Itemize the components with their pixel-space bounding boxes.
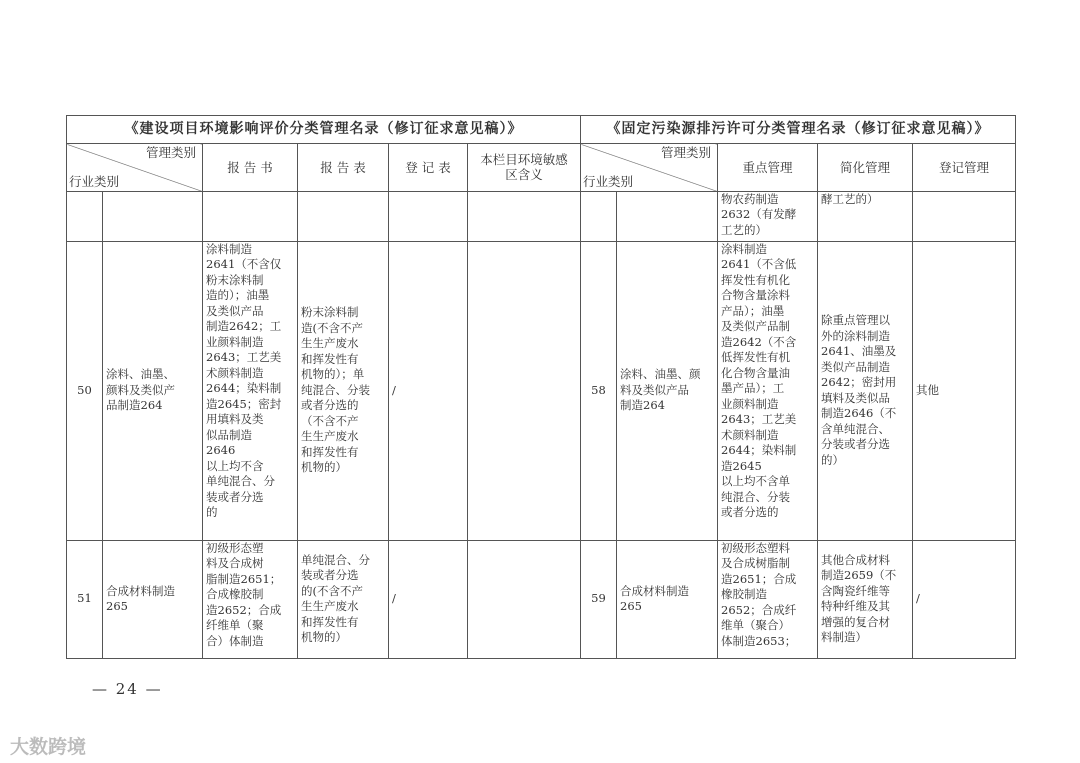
header-report-book: 报 告 书 [203,144,298,192]
key-mgmt-cell: 物农药制造 2632（有发酵 工艺的） [718,191,818,241]
header-key-mgmt: 重点管理 [718,144,818,192]
register-mgmt-cell: 其他 [913,241,1016,540]
table-row [67,540,1016,658]
industry-cell: 涂料、油墨、颜 料及类似产品 制造264 [617,241,718,540]
industry-cell: 涂料、油墨、 颜料及类似产 品制造264 [103,241,203,540]
report-book-cell: 初级形态塑 料及合成树 脂制造2651； 合成橡胶制 造2652；合成 纤维单（聚 合）体制造 [203,540,298,658]
page-number: — 24 — [92,680,163,698]
comparison-table [66,115,1016,659]
table-row [67,241,1016,540]
simple-mgmt-cell: 酵工艺的） [818,191,913,241]
simple-mgmt-cell: 其他合成材料 制造2659（不 含陶瓷纤维等 特种纤维及其 增强的复合材 料制造） [818,540,913,658]
register-mgmt-cell: / [913,540,1016,658]
header-sensitive-area: 本栏目环境敏感 区含义 [468,144,581,192]
key-mgmt-cell: 初级形态塑料 及合成树脂制 造2651；合成 橡胶制造 2652；合成纤 维单（聚合） 体制造2653； [718,540,818,658]
watermark-logo: 大数跨境 [10,736,87,758]
right-table-title: 《固定污染源排污许可分类管理名录（修订征求意见稿）》 [581,116,1016,144]
left-table-title: 《建设项目环境影响评价分类管理名录（修订征求意见稿）》 [67,116,581,144]
industry-cell: 合成材料制造 265 [617,540,718,658]
row-number: 51 [67,540,103,658]
register-form-cell: / [389,241,468,540]
header-report-form: 报 告 表 [298,144,389,192]
left-diagonal-header [67,144,203,192]
register-form-cell: / [389,540,468,658]
row-number: 50 [67,241,103,540]
mgmt-category-label: 管理类别 [660,145,711,160]
mgmt-category-label: 管理类别 [145,145,196,160]
row-number: 58 [581,241,617,540]
report-form-cell: 粉末涂料制 造(不含不产 生生产废水 和挥发性有 机物的）；单 纯混合、分装 或者分选的 （不含不产 生生产废水 和挥发性有 机物的） [298,241,389,540]
report-book-cell: 涂料制造 2641（不含仅 粉末涂料制 造的）；油墨 及类似产品 制造2642；工 业颜料制造 2643；工艺美 术颜料制造 2644；染料制 造2645；密封 用填料及类 似品制造 2646 以上均不含 单纯混合、分 装或者分选 的 [203,241,298,540]
row-number: 59 [581,540,617,658]
report-form-cell: 单纯混合、分 装或者分选 的(不含不产 生生产废水 和挥发性有 机物的） [298,540,389,658]
right-diagonal-header [581,144,718,192]
industry-category-label: 行业类别 [69,174,120,189]
key-mgmt-cell: 涂料制造 2641（不含低 挥发性有机化 合物含量涂料 产品）；油墨 及类似产品制 造2642（不含 低挥发性有机 化合物含量油 墨产品）；工 业颜料制造 2643；工艺美 术颜料制造 2644；染料制 造2645 以上均不含单 纯混合、分装 或者分选的 [718,241,818,540]
header-simple-mgmt: 简化管理 [818,144,913,192]
table-row [67,191,1016,241]
header-register-form: 登 记 表 [389,144,468,192]
header-register-mgmt: 登记管理 [913,144,1016,192]
industry-category-label: 行业类别 [583,174,634,189]
simple-mgmt-cell: 除重点管理以 外的涂料制造 2641、油墨及 类似产品制造 2642；密封用 填料及类似品 制造2646（不 含单纯混合、 分装或者分选 的） [818,241,913,540]
industry-cell: 合成材料制造 265 [103,540,203,658]
